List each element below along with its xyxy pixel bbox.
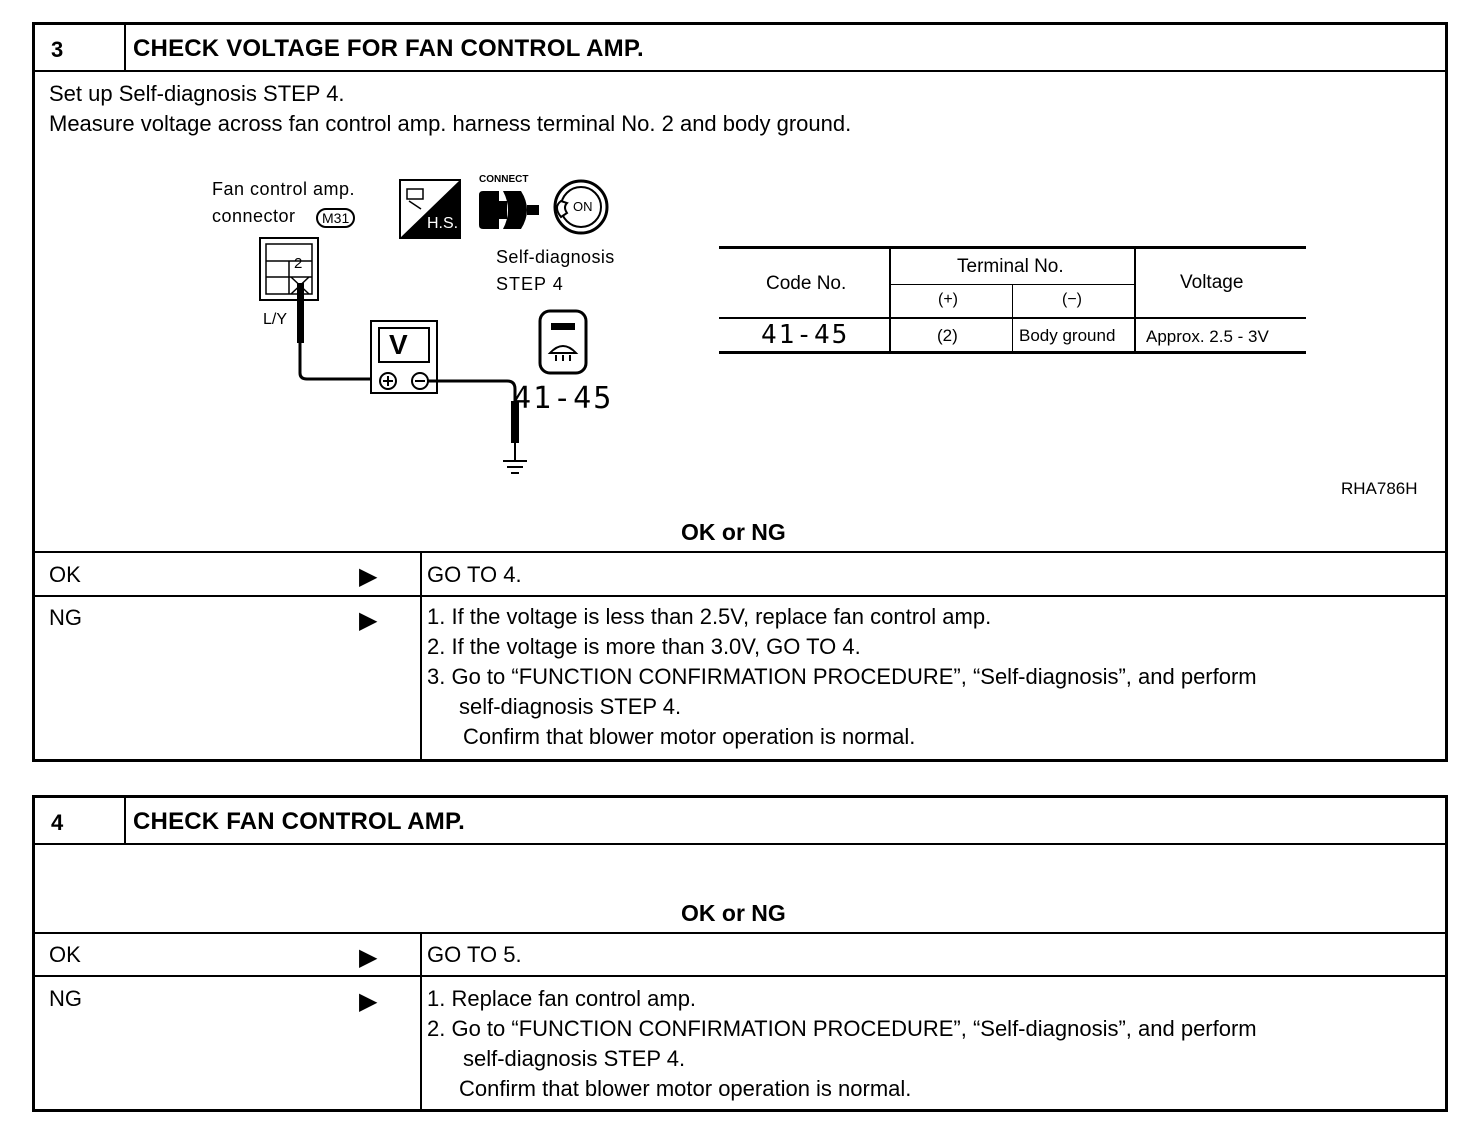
col-minus-header: (−) [1062, 291, 1082, 308]
ng-action-item: 3. Go to “FUNCTION CONFIRMATION PROCEDURE”, “Self-diagnosis”, and perform [427, 664, 1257, 689]
cell-minus: Body ground [1019, 326, 1116, 345]
ok-rule [35, 551, 1445, 553]
ng-actions-list [427, 984, 1257, 1104]
ng-action-item: Confirm that blower motor operation is normal. [459, 1076, 912, 1101]
connect-icon [475, 187, 541, 233]
hs-label: H.S. [427, 215, 459, 232]
positive-lead [300, 343, 373, 379]
col-terminal-header: Terminal No. [957, 256, 1064, 277]
connector-label-line1: Fan control amp. [212, 179, 356, 199]
ng-actions-list [427, 602, 1257, 752]
ok-action: GO TO 4. [427, 562, 522, 587]
ng-action-item: 1. Replace fan control amp. [427, 986, 697, 1011]
step-number: 4 [51, 810, 64, 835]
ng-arrow-icon: ▶ [359, 988, 378, 1015]
ok-label: OK [49, 562, 81, 587]
voltage-table [719, 246, 1306, 355]
ng-action-item: self-diagnosis STEP 4. [463, 1046, 686, 1071]
result-column-divider [420, 551, 422, 762]
ignition-label: ON [573, 199, 593, 214]
step-number: 3 [51, 37, 64, 62]
col-voltage-header: Voltage [1180, 272, 1244, 293]
header-divider [124, 25, 126, 70]
ng-action-item: 2. If the voltage is more than 3.0V, GO TO 4. [427, 634, 861, 659]
col-plus-header: (+) [938, 291, 958, 308]
connector-code: M31 [322, 210, 350, 226]
figure-id: RHA786H [1341, 479, 1418, 498]
meter-label: V [389, 329, 408, 360]
ng-action-item: Confirm that blower motor operation is normal. [463, 724, 916, 749]
terminal-number: 2 [294, 255, 303, 272]
step-4-box [32, 795, 1448, 1112]
ng-arrow-icon: ▶ [359, 607, 378, 634]
ok-arrow-icon: ▶ [359, 944, 378, 971]
selfdiag-label-line1: Self-diagnosis [496, 247, 615, 267]
defrost-switch-icon [538, 309, 588, 377]
display-code: 41-45 [513, 381, 614, 416]
negative-lead [428, 381, 515, 401]
ok-arrow-icon: ▶ [359, 563, 378, 590]
connector-label-line2: connector [212, 206, 296, 226]
header-divider [124, 798, 126, 843]
connect-label: CONNECT [479, 174, 529, 185]
ok-action: GO TO 5. [427, 942, 522, 967]
ok-ng-heading: OK or NG [681, 519, 786, 545]
selfdiag-label-line2: STEP 4 [496, 274, 564, 294]
ng-label: NG [49, 986, 82, 1011]
ok-label: OK [49, 942, 81, 967]
positive-probe [297, 283, 304, 343]
ng-rule [35, 595, 1445, 597]
result-column-divider [420, 932, 422, 1112]
ok-rule [35, 932, 1445, 934]
col-code-header: Code No. [766, 273, 847, 294]
step-title: CHECK FAN CONTROL AMP. [133, 808, 465, 835]
ng-label: NG [49, 605, 82, 630]
ng-action-item: 2. Go to “FUNCTION CONFIRMATION PROCEDURE”, “Self-diagnosis”, and perform [427, 1016, 1257, 1041]
ng-rule [35, 975, 1445, 977]
instruction-line-2: Measure voltage across fan control amp. harness terminal No. 2 and body ground. [49, 111, 852, 136]
step-3-box [32, 22, 1448, 762]
ng-action-item: self-diagnosis STEP 4. [459, 694, 682, 719]
ok-ng-heading: OK or NG [681, 900, 786, 926]
wiring-diagram [245, 225, 725, 525]
instruction-line-1: Set up Self-diagnosis STEP 4. [49, 81, 345, 106]
cell-code: 41-45 [761, 320, 850, 350]
header-rule [35, 70, 1445, 72]
step-title: CHECK VOLTAGE FOR FAN CONTROL AMP. [133, 35, 644, 62]
cell-plus: (2) [937, 326, 958, 345]
ground-symbol [503, 443, 527, 473]
wire-color-label: L/Y [263, 311, 288, 328]
header-rule [35, 843, 1445, 845]
cell-voltage: Approx. 2.5 - 3V [1146, 327, 1269, 346]
ng-action-item: 1. If the voltage is less than 2.5V, replace fan control amp. [427, 604, 992, 629]
